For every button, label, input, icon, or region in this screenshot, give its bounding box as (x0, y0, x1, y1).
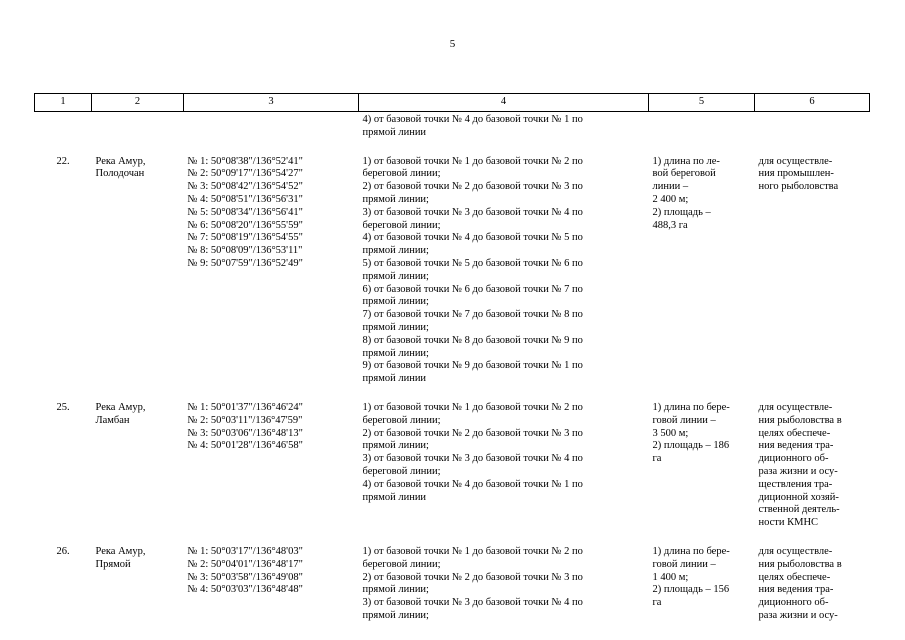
coordinate-line: № 1: 50°01'37"/136°46'24" (187, 401, 303, 413)
purpose-line: ния промышлен- (758, 168, 834, 180)
boundary-line: прямой линии; (362, 296, 429, 308)
area-size-cell (649, 530, 755, 623)
boundary-line: 1) от базовой точки № 1 до базовой точки № 2 по (362, 155, 583, 167)
coordinate-line: № 1: 50°03'17"/136°48'03" (187, 545, 303, 557)
coordinate-line: № 2: 50°03'11"/136°47'59" (187, 414, 303, 426)
purpose-line: ния рыболовства в (758, 414, 842, 426)
boundary-description-cell (359, 530, 649, 623)
size-line: 2) площадь – 186 (652, 440, 730, 452)
boundary-line: прямой линии; (362, 440, 429, 452)
boundary-line: прямой линии (362, 126, 427, 138)
row-number: 22. (56, 155, 70, 167)
size-line: 3 500 м; (652, 427, 689, 439)
purpose-line: ния ведения тра- (758, 440, 834, 452)
coordinates-cell (184, 386, 359, 530)
area-name-line: Река Амур, (95, 545, 146, 557)
coordinate-line: № 2: 50°09'17"/136°54'27" (187, 168, 303, 180)
size-line: 1) длина по ле- (652, 155, 720, 167)
purpose-line: ществления тра- (758, 478, 833, 490)
area-name-line: Река Амур, (95, 155, 146, 167)
size-line: 2) площадь – (652, 206, 711, 218)
coordinate-line: № 3: 50°03'06"/136°48'13" (187, 427, 303, 439)
coordinate-line: № 3: 50°08'42"/136°54'52" (187, 181, 303, 193)
boundary-line: 1) от базовой точки № 1 до базовой точки № 2 по (362, 401, 583, 413)
boundary-line: прямой линии (362, 491, 427, 503)
continued-number-cell (35, 112, 92, 140)
purpose-line: раза жизни и осу- (758, 609, 838, 621)
boundary-line: 7) от базовой точки № 7 до базовой точки № 8 по (362, 309, 583, 321)
purpose-line: ния рыболовства в (758, 558, 842, 570)
boundary-line: 8) от базовой точки № 8 до базовой точки № 9 по (362, 334, 583, 346)
column-number-header-row (35, 94, 870, 112)
boundary-line: прямой линии; (362, 270, 429, 282)
continued-size-cell (649, 112, 755, 140)
boundary-line: 2) от базовой точки № 2 до базовой точки № 3 по (362, 181, 583, 193)
area-name-line: Ламбан (95, 414, 130, 426)
size-line: вой береговой (652, 168, 716, 180)
purpose-line: диционной хозяй- (758, 491, 839, 503)
area-name-cell (92, 140, 184, 386)
table-row-22 (35, 140, 870, 386)
size-line: линии – (652, 181, 689, 193)
size-line: 1) длина по бере- (652, 401, 730, 413)
area-name-cell (92, 530, 184, 623)
coordinate-line: № 8: 50°08'09"/136°53'11" (187, 245, 303, 257)
boundary-description-cell (359, 386, 649, 530)
coordinate-line: № 4: 50°01'28"/136°46'58" (187, 440, 303, 452)
coordinate-line: № 1: 50°08'38"/136°52'41" (187, 155, 303, 167)
purpose-line: ния ведения тра- (758, 584, 834, 596)
size-line: 1) длина по бере- (652, 545, 730, 557)
boundary-line: береговой линии; (362, 558, 441, 570)
boundary-line: прямой линии; (362, 321, 429, 333)
column-header-6: 6 (755, 94, 870, 112)
purpose-line: для осуществле- (758, 155, 833, 167)
boundary-line: 2) от базовой точки № 2 до базовой точки № 3 по (362, 427, 583, 439)
area-size-cell (649, 140, 755, 386)
coordinate-line: № 7: 50°08'19"/136°54'55" (187, 232, 303, 244)
page-number: 5 (449, 38, 456, 50)
boundary-line: 1) от базовой точки № 1 до базовой точки № 2 по (362, 545, 583, 557)
column-header-3: 3 (184, 94, 359, 112)
area-name-cell (92, 386, 184, 530)
boundary-line: 9) от базовой точки № 9 до базовой точки № 1 по (362, 360, 583, 372)
size-line: 488,3 га (652, 219, 688, 231)
column-header-2: 2 (92, 94, 184, 112)
size-line: 2) площадь – 156 (652, 584, 730, 596)
purpose-line: для осуществле- (758, 401, 833, 413)
size-line: говой линии – (652, 414, 716, 426)
row-number: 26. (56, 545, 70, 557)
purpose-line: для осуществле- (758, 545, 833, 557)
boundary-line: 2) от базовой точки № 2 до базовой точки № 3 по (362, 571, 583, 583)
boundary-line: прямой линии; (362, 584, 429, 596)
purpose-line: диционного об- (758, 597, 829, 609)
coordinate-line: № 3: 50°03'58"/136°49'08" (187, 571, 303, 583)
size-line: 2 400 м; (652, 193, 689, 205)
continued-coords-cell (184, 112, 359, 140)
coordinate-line: № 5: 50°08'34"/136°56'41" (187, 206, 303, 218)
boundary-line: прямой линии; (362, 245, 429, 257)
boundary-line: прямой линии; (362, 193, 429, 205)
boundary-line: прямой линии (362, 373, 427, 385)
purpose-line: ственной деятель- (758, 504, 840, 516)
purpose-cell (755, 530, 870, 623)
coordinate-line: № 4: 50°03'03"/136°48'48" (187, 584, 303, 596)
coordinates-cell (184, 140, 359, 386)
boundary-line: 4) от базовой точки № 4 до базовой точки № 5 по (362, 232, 583, 244)
purpose-line: целях обеспече- (758, 571, 831, 583)
boundary-line: 4) от базовой точки № 4 до базовой точки № 1 по (362, 114, 583, 125)
boundary-line: 4) от базовой точки № 4 до базовой точки № 1 по (362, 478, 583, 490)
column-header-1: 1 (35, 94, 92, 112)
column-header-4: 4 (359, 94, 649, 112)
boundary-line: береговой линии; (362, 168, 441, 180)
size-line: га (652, 453, 662, 465)
continued-row (35, 112, 870, 140)
size-line: га (652, 597, 662, 609)
fishing-areas-table (34, 93, 870, 623)
purpose-line: ности КМНС (758, 517, 819, 529)
coordinate-line: № 9: 50°07'59"/136°52'49" (187, 257, 303, 269)
continued-boundary-cell (359, 112, 649, 140)
purpose-line: диционного об- (758, 453, 829, 465)
table-row-25 (35, 386, 870, 530)
size-line: 1 400 м; (652, 571, 689, 583)
boundary-line: береговой линии; (362, 465, 441, 477)
boundary-line: прямой линии; (362, 347, 429, 359)
area-size-cell (649, 386, 755, 530)
table-row-26 (35, 530, 870, 623)
coordinate-line: № 4: 50°08'51"/136°56'31" (187, 193, 303, 205)
boundary-line: береговой линии; (362, 414, 441, 426)
purpose-cell (755, 140, 870, 386)
coordinates-cell (184, 530, 359, 623)
continued-name-cell (92, 112, 184, 140)
continued-purpose-cell (755, 112, 870, 140)
area-name-line: Река Амур, (95, 401, 146, 413)
boundary-line: прямой линии; (362, 609, 429, 621)
boundary-line: береговой линии; (362, 219, 441, 231)
area-name-line: Полодочан (95, 168, 145, 180)
boundary-line: 5) от базовой точки № 5 до базовой точки № 6 по (362, 257, 583, 269)
size-line: говой линии – (652, 558, 716, 570)
boundary-line: 3) от базовой точки № 3 до базовой точки № 4 по (362, 206, 583, 218)
column-header-5: 5 (649, 94, 755, 112)
purpose-line: ного рыболовства (758, 181, 839, 193)
row-number: 25. (56, 401, 70, 413)
area-name-line: Прямой (95, 558, 131, 570)
coordinate-line: № 2: 50°04'01"/136°48'17" (187, 558, 303, 570)
boundary-description-cell (359, 140, 649, 386)
purpose-line: целях обеспече- (758, 427, 831, 439)
boundary-line: 6) от базовой точки № 6 до базовой точки № 7 по (362, 283, 583, 295)
purpose-line: раза жизни и осу- (758, 465, 838, 477)
boundary-line: 3) от базовой точки № 3 до базовой точки № 4 по (362, 453, 583, 465)
coordinate-line: № 6: 50°08'20"/136°55'59" (187, 219, 303, 231)
purpose-cell (755, 386, 870, 530)
boundary-line: 3) от базовой точки № 3 до базовой точки № 4 по (362, 597, 583, 609)
